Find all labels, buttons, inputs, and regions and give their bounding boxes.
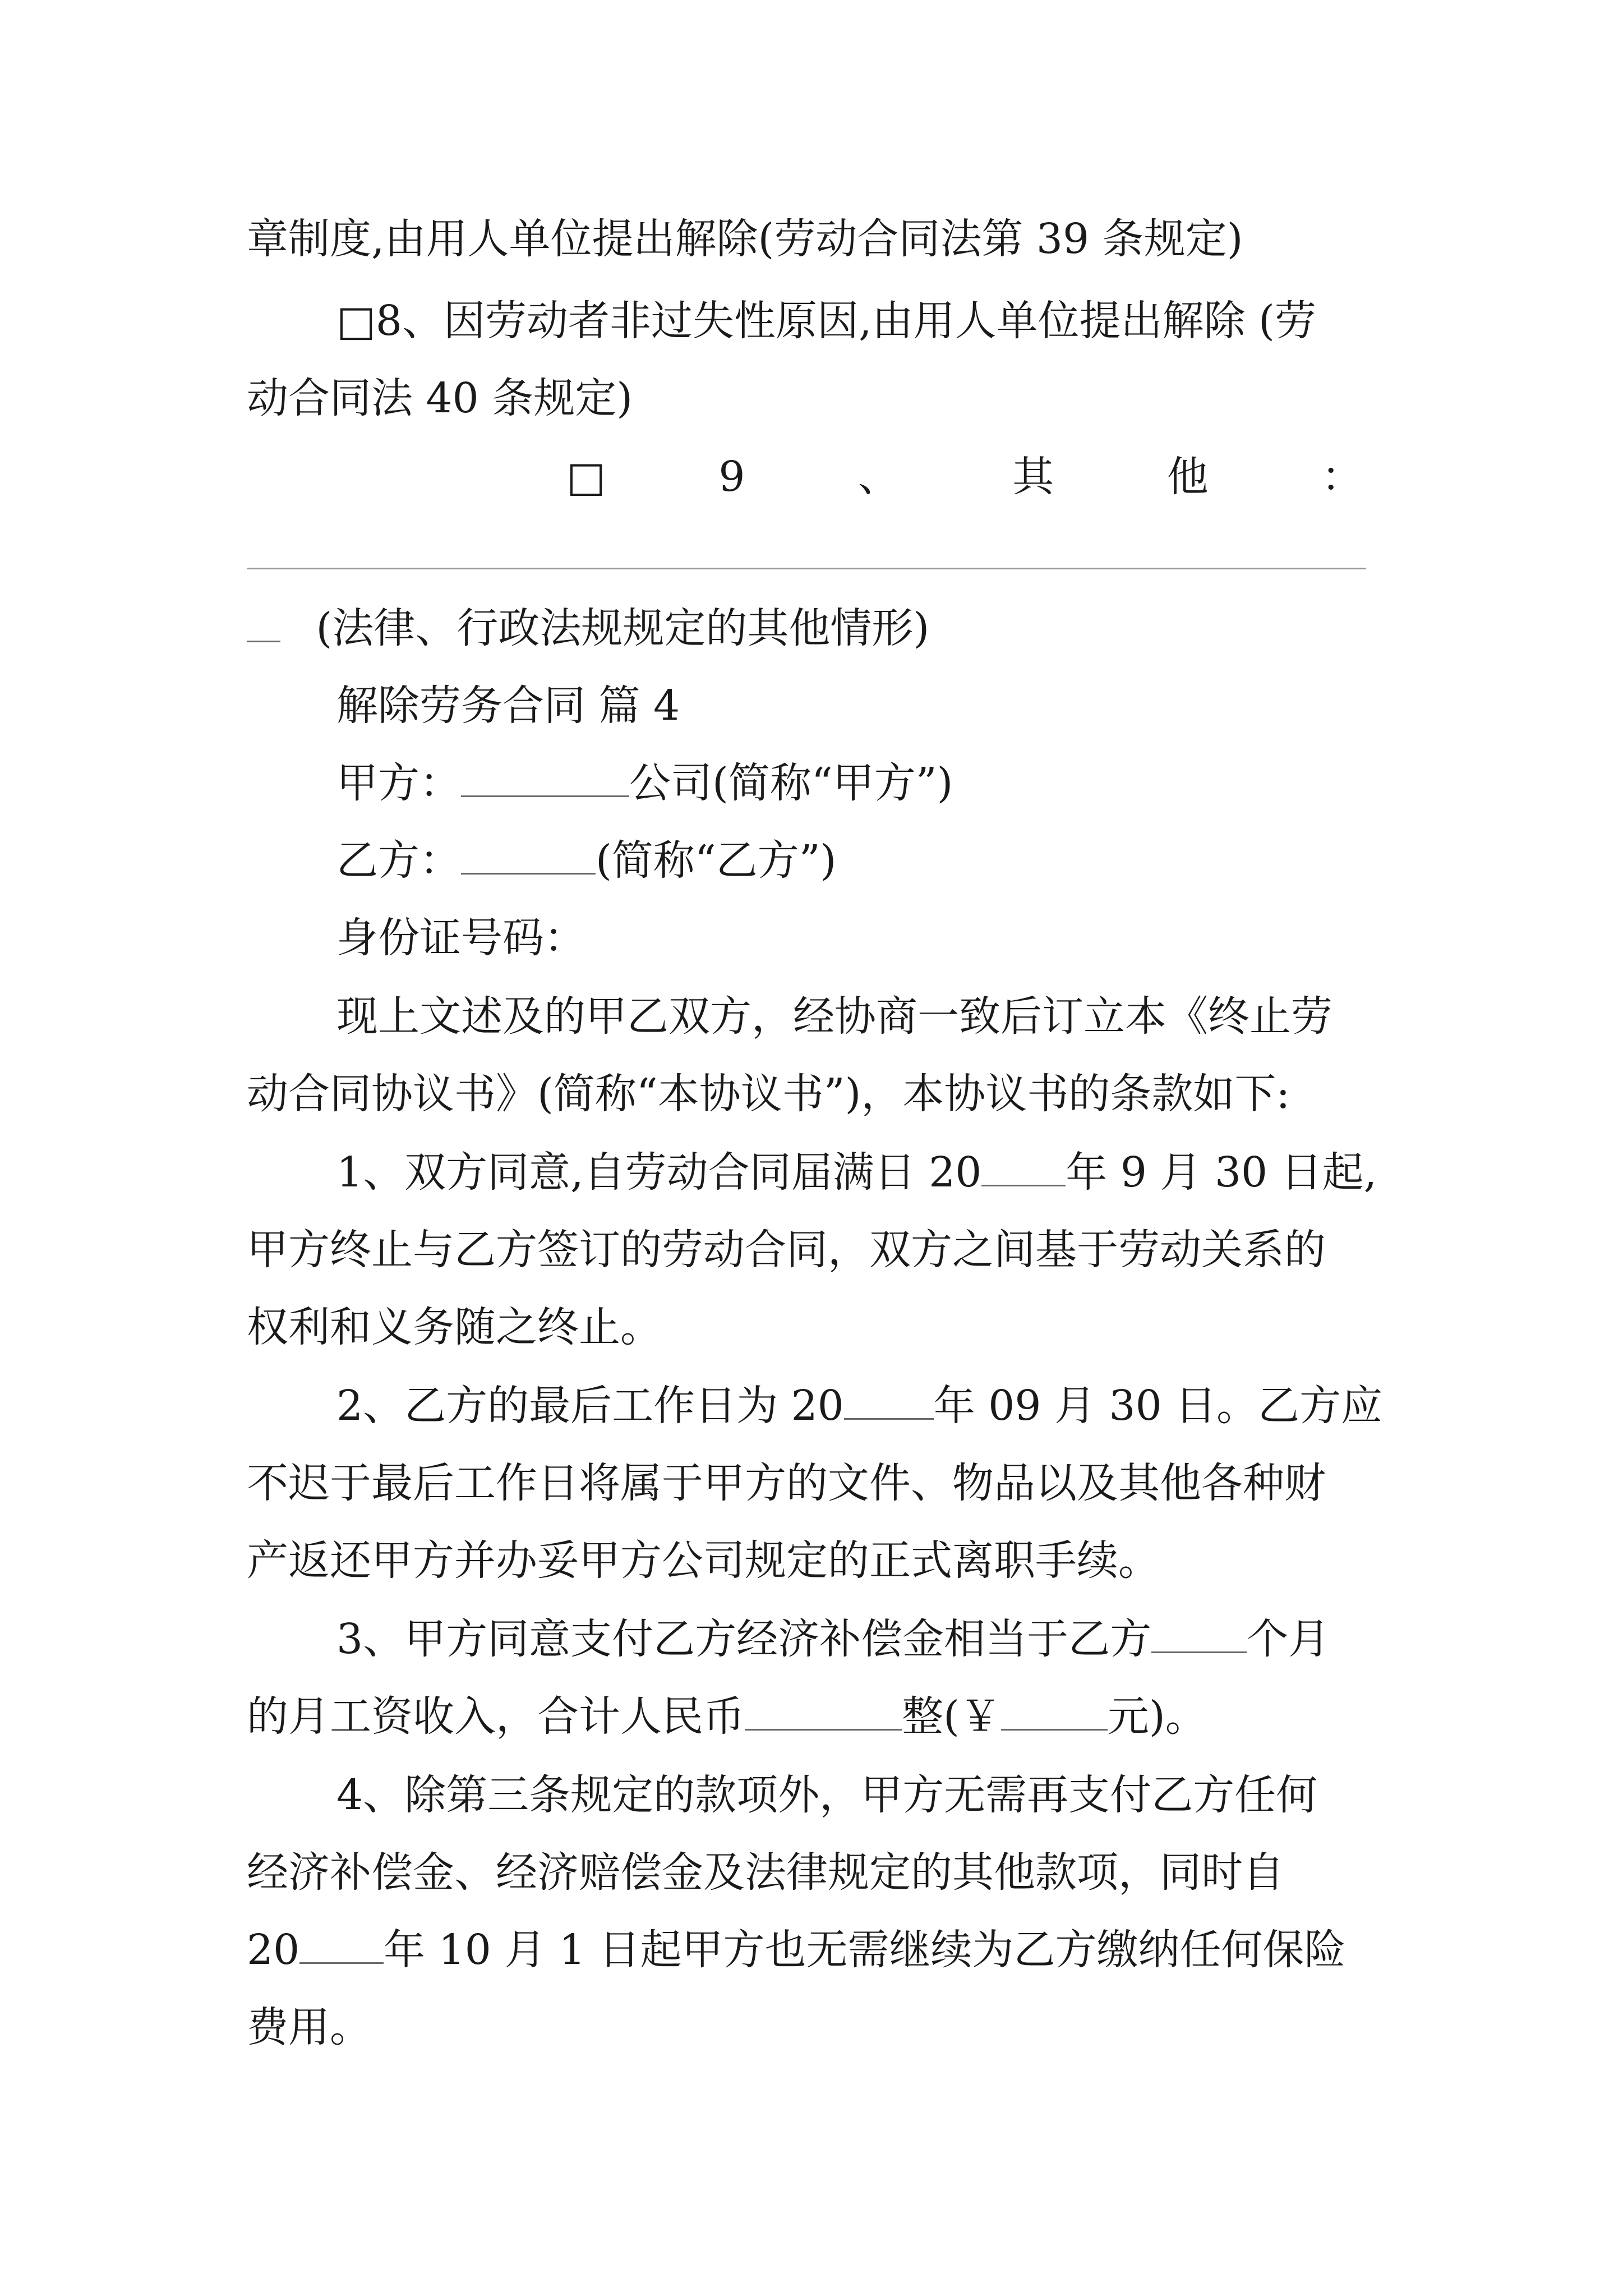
text-line: 20 年 10 月 1 日起甲方也无需继续为乙方缴纳任何保险 bbox=[247, 1922, 1385, 1978]
year-blank bbox=[299, 1923, 384, 1964]
item-number: 9 bbox=[718, 453, 745, 501]
year-blank bbox=[981, 1145, 1066, 1186]
checkbox-item-9 bbox=[566, 449, 1363, 505]
clause-4: 4、除第三条规定的款项外，甲方无需再支付乙方任何 bbox=[336, 1771, 1318, 1819]
year-blank bbox=[844, 1379, 934, 1420]
party-b-line: 乙方： (简称“乙方”) bbox=[336, 832, 1385, 889]
amount-words-blank bbox=[745, 1690, 902, 1731]
text-line: (法律、行政法规规定的其他情形) bbox=[247, 600, 1385, 656]
text-line: 现上文述及的甲乙双方，经协商一致后订立本《终止劳 bbox=[336, 992, 1332, 1041]
text-line: 费用。 bbox=[247, 2003, 371, 2051]
party-a-blank bbox=[461, 756, 629, 797]
text-line: 的月工资收入，合计人民币 整(￥ 元)。 bbox=[247, 1688, 1385, 1745]
clause-2: 2、乙方的最后工作日为 20 年 09 月 30 日。乙方应 bbox=[336, 1378, 1385, 1434]
separator: 、 bbox=[857, 453, 900, 501]
fill-blank bbox=[247, 601, 280, 642]
section-heading: 解除劳务合同 篇 4 bbox=[336, 682, 680, 730]
clause-1: 1、双方同意,自劳动合同届满日 20 年 9 月 30 日起, bbox=[336, 1144, 1385, 1200]
checkbox-glyph: □ bbox=[566, 453, 606, 501]
months-blank bbox=[1151, 1612, 1247, 1653]
text-line: 甲方终止与乙方签订的劳动合同，双方之间基于劳动关系的 bbox=[247, 1226, 1326, 1274]
text-line: 动合同法 40 条规定) bbox=[247, 374, 633, 422]
item-colon: ： bbox=[1321, 453, 1363, 501]
clause-3: 3、甲方同意支付乙方经济补偿金相当于乙方 个月 bbox=[336, 1611, 1385, 1667]
text-line: 权利和义务随之终止。 bbox=[247, 1303, 662, 1351]
text-line: 产返还甲方并办妥甲方公司规定的正式离职手续。 bbox=[247, 1536, 1160, 1585]
text-line: 动合同协议书》(简称“本协议书”)，本协议书的条款如下: bbox=[247, 1070, 1290, 1118]
item-char: 其 bbox=[1012, 453, 1054, 501]
fill-in-line bbox=[247, 568, 1366, 569]
checkbox-item-8: □8、因劳动者非过失性原因,由用人单位提出解除 (劳 bbox=[336, 297, 1316, 345]
text-line: 经济补偿金、经济赔偿金及法律规定的其他款项，同时自 bbox=[247, 1848, 1284, 1897]
id-number-line: 身份证号码： bbox=[336, 914, 585, 962]
party-b-blank bbox=[461, 834, 596, 875]
text-line: 章制度,由用人单位提出解除(劳动合同法第 39 条规定) bbox=[247, 215, 1243, 263]
item-char: 他 bbox=[1166, 453, 1209, 501]
text-line: 不迟于最后工作日将属于甲方的文件、物品以及其他各种财 bbox=[247, 1459, 1326, 1507]
amount-number-blank bbox=[1001, 1690, 1108, 1731]
party-a-line: 甲方： 公司(简称“甲方”) bbox=[336, 755, 1385, 811]
